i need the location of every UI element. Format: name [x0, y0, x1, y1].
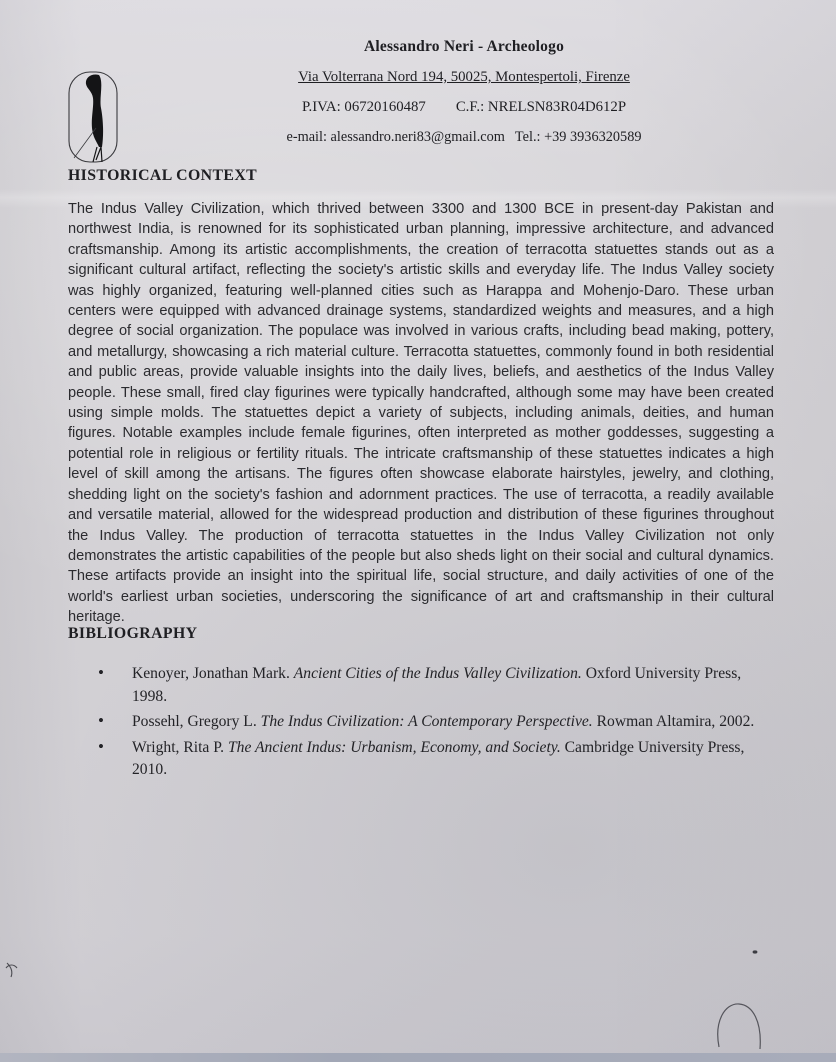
bibliography-entry	[96, 663, 756, 708]
email-value: e-mail: alessandro.neri83@gmail.com	[286, 129, 505, 145]
tel-value: Tel.: +39 3936320589	[514, 129, 642, 145]
heron-bird-logo-icon	[66, 70, 122, 166]
entry-author: Kenoyer, Jonathan Mark.	[132, 665, 290, 682]
entry-author: Wright, Rita P.	[132, 738, 225, 756]
letterhead-fiscal-line	[128, 99, 800, 116]
letterhead-contact-line	[128, 129, 800, 146]
bibliography-entry	[96, 711, 756, 734]
entry-publisher: Rowman Altamira, 2002.	[596, 713, 755, 730]
bibliography-heading: BIBLIOGRAPHY	[68, 625, 198, 642]
letterhead-name: Alessandro Neri - Archeologo	[363, 38, 565, 55]
cf-value: C.F.: NRELSN83R04D612P	[455, 99, 627, 115]
entry-title: The Indus Civilization: A Contemporary Perspective.	[260, 713, 593, 730]
bibliography-entry	[96, 737, 756, 782]
letterhead-address: Via Volterrana Nord 194, 50025, Montespertoli, Firenze	[298, 69, 630, 85]
entry-author: Possehl, Gregory L.	[132, 713, 257, 730]
letterhead	[128, 38, 800, 146]
entry-title: Ancient Cities of the Indus Valley Civilization.	[293, 665, 582, 682]
bibliography-list	[96, 663, 756, 785]
entry-title: The Ancient Indus: Urbanism, Economy, and Society.	[227, 738, 561, 756]
scan-bottom-edge	[0, 1053, 836, 1062]
historical-context-body: The Indus Valley Civilization, which thrived between 3300 and 1300 BCE in present-day Pakistan and northwest India, is renowned for its sophisticated urban planning, impressive architecture, and advanced craftsmanship. Among its artistic accomplishments, the creation of terracotta statuettes stands out as a significant cultural artifact, reflecting the society's artistic skills and everyday life. The Indus Valley society was highly organized, featuring well-planned cities such as Harappa and Mohenjo-Daro. These urban centers were equipped with advanced drainage systems, standardized weights and measures, and a high degree of social organization. The populace was involved in various crafts, including bead making, pottery, and metallurgy, showcasing a rich material culture. Terracotta statuettes, commonly found in both residential and public areas, provide valuable insights into the daily lives, beliefs, and aesthetics of the Indus Valley people. These small, fired clay figurines were typically handcrafted, although some may have been created using simple molds. The statuettes depict a variety of subjects, including animals, deities, and human figures. Notable examples include female figurines, often interpreted as mother goddesses, suggesting a potential role in religious or fertility rituals. The intricate craftsmanship of these statuettes indicates a high level of skill among the artisans. The figures often showcase elaborate hairstyles, jewelry, and clothing, shedding light on the society's fashion and adornment practices. The use of terracotta, a readily available and versatile material, allowed for the widespread production and distribution of these figurines throughout the Indus Valley. The production of terracotta statuettes in the Indus Valley Civilization not only demonstrates the artistic capabilities of the people but also sheds light on their social and cultural dynamics. These artifacts provide an insight into the spiritual life, social structure, and daily activities of one of the world's earliest urban societies, underscoring the significance of art and craftsmanship in their cultural heritage.	[68, 201, 774, 626]
entry-publisher: Oxford University Press, 1998.	[132, 665, 742, 705]
piva-value: P.IVA: 06720160487	[301, 99, 426, 115]
entry-publisher: Cambridge University Press, 2010.	[132, 738, 745, 778]
historical-context-heading: HISTORICAL CONTEXT	[68, 167, 258, 184]
